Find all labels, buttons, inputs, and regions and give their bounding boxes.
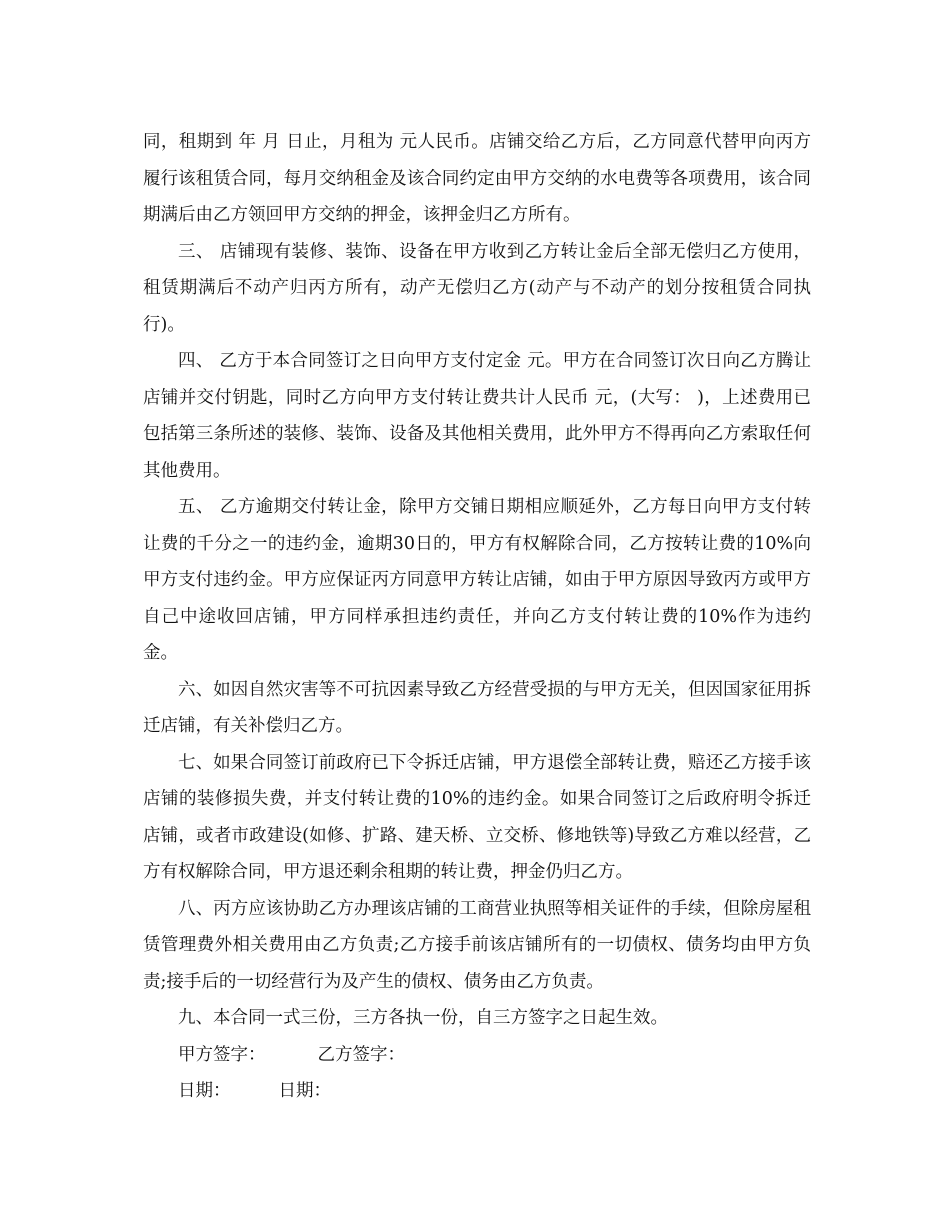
contract-body — [143, 124, 811, 1110]
paragraph-continuation: 同，租期到 年 月 日止，月租为 元人民币。店铺交给乙方后，乙方同意代替甲向丙方履行该租赁合同，每月交纳租金及该合同约定由甲方交纳的水电费等各项费用，该合同期满后由乙方领回甲方交纳的押金，该押金归乙方所有。 — [143, 132, 811, 225]
party-b-date-label: 日期： — [278, 1081, 331, 1101]
paragraph-clause-4: 四、 乙方于本合同签订之日向甲方支付定金 元。甲方在合同签订次日向乙方腾让店铺并交付钥匙，同时乙方向甲方支付转让费共计人民币 元，(大写： )，上述费用已包括第三条所述的装修、装饰、设备及其他相关费用，此外甲方不得再向乙方索取任何其他费用。 — [143, 351, 811, 481]
paragraph-clause-9: 九、本合同一式三份，三方各执一份，自三方签字之日起生效。 — [178, 1008, 668, 1028]
paragraph-clause-8: 八、丙方应该协助乙方办理该店铺的工商营业执照等相关证件的手续，但除房屋租赁管理费外相关费用由乙方负责;乙方接手前该店铺所有的一切债权、债务均由甲方负责;接手后的一切经营行为及产生的债权、债务由乙方负责。 — [143, 898, 811, 992]
paragraph-clause-7: 七、如果合同签订前政府已下令拆迁店铺，甲方退偿全部转让费，赔还乙方接手该店铺的装修损失费，并支付转让费的10%的违约金。如果合同签订之后政府明令拆迁店铺，或者市政建设(如修、扩路、建天桥、立交桥、修地铁等)导致乙方难以经营，乙方有权解除合同，甲方退还剩余租期的转让费，押金仍归乙方。 — [143, 752, 811, 882]
party-b-signature-label: 乙方签字： — [317, 1044, 405, 1065]
paragraph-clause-6: 六、如因自然灾害等不可抗因素导致乙方经营受损的与甲方无关，但因国家征用拆迁店铺，有关补偿归乙方。 — [143, 679, 811, 736]
paragraph-clause-3: 三、 店铺现有装修、装饰、设备在甲方收到乙方转让金后全部无偿归乙方使用，租赁期满后不动产归丙方所有，动产无偿归乙方(动产与不动产的划分按租赁合同执行)。 — [143, 241, 811, 335]
date-row — [143, 1073, 811, 1110]
signature-row — [143, 1037, 811, 1074]
paragraph-clause-5: 五、 乙方逾期交付转让金，除甲方交铺日期相应顺延外，乙方每日向甲方支付转让费的千分之一的违约金，逾期30日的，甲方有权解除合同，乙方按转让费的10%向甲方支付违约金。甲方应保证丙方同意甲方转让店铺，如由于甲方原因导致丙方或甲方自己中途收回店铺，甲方同样承担违约责任，并向乙方支付转让费的10%作为违约金。 — [143, 497, 811, 663]
party-a-signature-label: 甲方签字： — [178, 1044, 266, 1065]
party-a-date-label: 日期： — [178, 1081, 231, 1101]
